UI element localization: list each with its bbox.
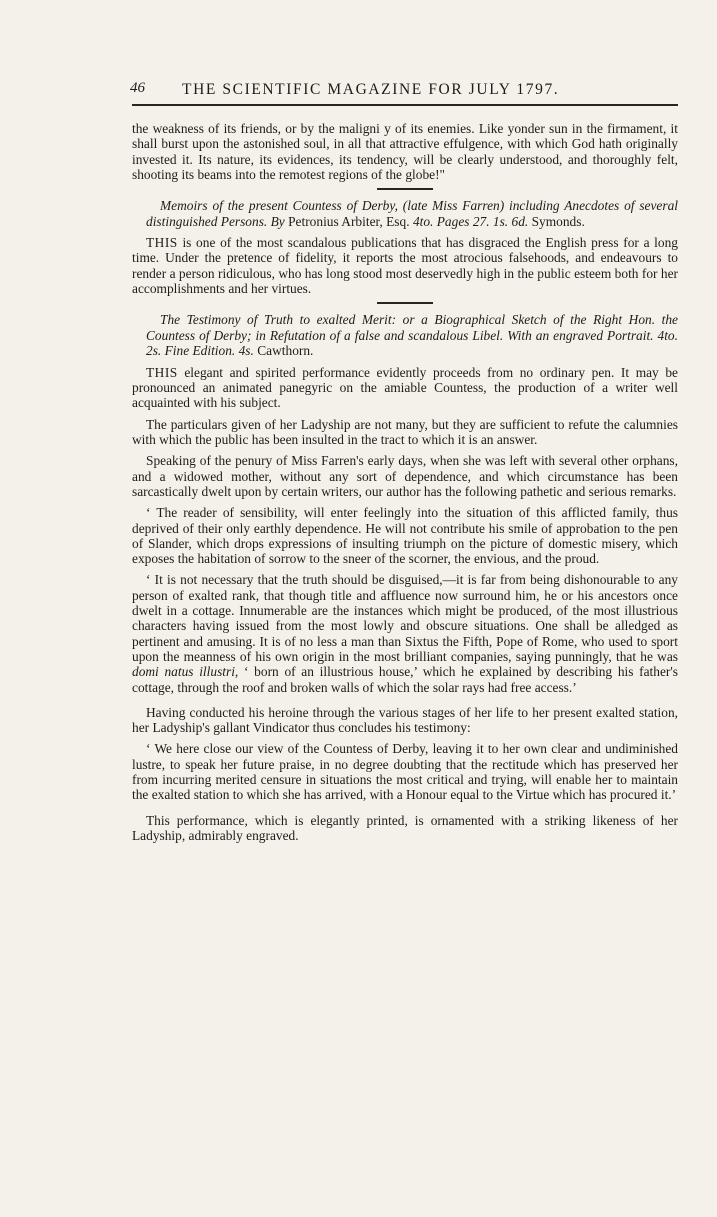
review-paragraph xyxy=(132,365,678,411)
section-divider xyxy=(377,188,433,190)
quoted-passage: ‘ We here close our view of the Countess of Derby, leaving it to her own clear and undiminished lustre, to speak her future praise, in no degree doubting that the rectitude which has preserved her from incurring merited censure in situations the most critical and trying, will enable her to maintain the exalted station to which she has arrived, with a Honour equal to the Virtue which has procured it.’ xyxy=(132,741,678,803)
review-entry-heading xyxy=(132,198,678,229)
quote-text: ‘ It is not necessary that the truth should be disguised,—it is far from being dishonourable to any person of exalted rank, that though title and affluence now surround him, he or his ancestors once dwelt in a cottage. Innumerable are the instances which might be produced, of the most illustrious characters having issued from the most lowly and obscure situations. One shall be alledged as pertinent and amusing. It is of no less a man than Sixtus the Fifth, Pope of Rome, who used to sport upon the meanness of his own origin in the most brilliant companies, saying punningly, that he was xyxy=(132,572,678,664)
lead-word: THIS xyxy=(146,364,178,380)
continued-paragraph: the weakness of its friends, or by the maligni y of its enemies. Like yonder sun in the firmament, it shall burst upon the astonished soul, in all that attractive effulgence, with which God hath originally invested it. Its nature, its evidences, its tendency, will be clearly understood, and thoroughly felt, shooting its beams into the remotest regions of the globe!" xyxy=(132,121,678,182)
review-entry-heading xyxy=(132,312,678,359)
review-text: is one of the most scandalous publications that has disgraced the English press for a long time. Under the pretence of fidelity, it reports the most atrocious falsehoods, and endeavours to render a person ridiculous, who has long stood most deservedly high in the public esteem both for her accomplishments and her virtues. xyxy=(132,235,678,297)
section-divider xyxy=(377,302,433,304)
quoted-passage: ‘ The reader of sensibility, will enter feelingly into the situation of this afflicted family, thus deprived of their only earthly dependence. He will not contribute his smile of approbation to the pen of Slander, which drops expressions of insulting triumph on the picture of domestic misery, which exposes the habitation of sorrow to the sneer of the scorner, the envious, and the proud. xyxy=(132,505,678,567)
review-paragraph: This performance, which is elegantly printed, is ornamented with a striking likeness of her Ladyship, admirably engraved. xyxy=(132,812,678,843)
review-publisher: Cawthorn. xyxy=(257,343,314,359)
review-title: Memoirs of the present Countess of Derby, (late Miss Farren) including Anecdotes of several distinguished Persons. xyxy=(146,198,678,229)
review-author: Petronius Arbiter, Esq. xyxy=(288,213,410,229)
quote-text: ‘ born of an illustrious house,’ which he explained by describing his father's cottage, through the roof and broken walls of which the solar rays had free access.’ xyxy=(132,664,679,695)
review-by: By xyxy=(270,213,285,229)
review-paragraph: Speaking of the penury of Miss Farren's early days, when she was left with several other orphans, and a widowed mother, without any sort of dependence, and which circumstance has been sarcastically dwelt upon by certain writers, our author has the following pathetic and serious remarks. xyxy=(132,453,678,499)
review-publisher: Symonds. xyxy=(531,213,585,229)
page-number: 46 xyxy=(130,80,145,96)
review-text: elegant and spirited performance evidently proceeds from no ordinary pen. It may be pronounced an animated panegyric on the amiable Countess, the production of a writer well acquainted with his subject. xyxy=(132,364,678,411)
quoted-passage xyxy=(132,572,678,694)
running-title: THE SCIENTIFIC MAGAZINE FOR JULY 1797. xyxy=(182,81,560,98)
review-paragraph xyxy=(132,235,678,296)
review-paragraph: Having conducted his heroine through the various stages of her life to her present exalted station, her Ladyship's gallant Vindicator thus concludes his testimony: xyxy=(132,704,678,736)
header-rule xyxy=(132,104,678,106)
latin-phrase: domi natus illustri, xyxy=(132,664,239,680)
article-body xyxy=(132,121,678,849)
review-details: 4to. 2s. Fine Edition. 4s. xyxy=(146,327,678,359)
review-details: 4to. Pages 27. 1s. 6d. xyxy=(412,213,529,229)
review-title: The Testimony of Truth to exalted Merit: or a Biographical Sketch of the Right Hon. the Countess of Derby; in Refutation of a false and scandalous Libel. With an engraved Portrait. xyxy=(146,312,678,343)
review-paragraph: The particulars given of her Ladyship are not many, but they are sufficient to refute the calumnies with which the public has been insulted in the tract to which it is an answer. xyxy=(132,416,678,448)
running-header xyxy=(130,78,680,106)
lead-word: THIS xyxy=(146,235,178,251)
